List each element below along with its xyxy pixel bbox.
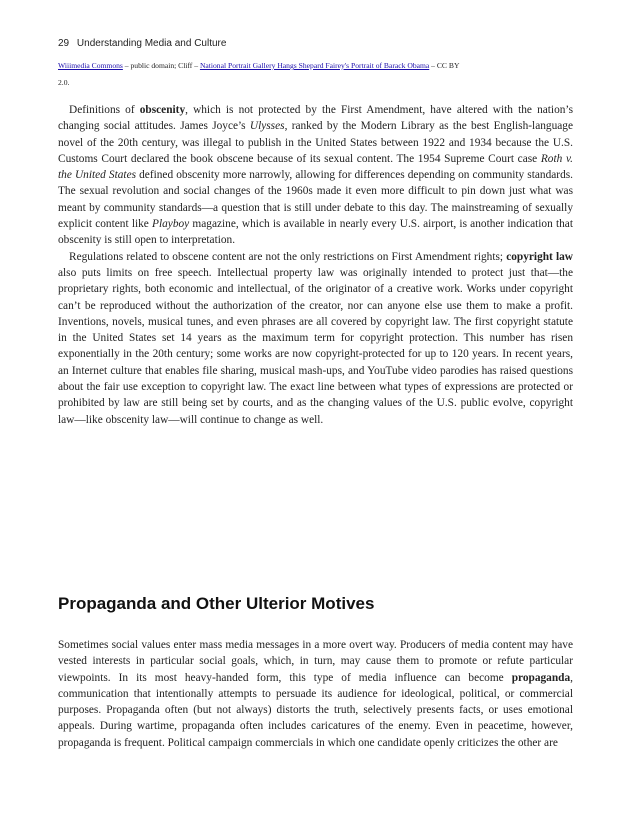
credit-text-1: – public domain; Cliff – [122, 61, 200, 70]
term-obscenity: obscenity [139, 104, 186, 116]
section-body-text [58, 637, 573, 751]
portrait-source-link[interactable]: National Portrait Gallery Hangs Shepard Fairey's Portrait of Barack Obama [199, 61, 430, 70]
paragraph-copyright: Regulations related to obscene content are not the only restrictions on First Amendment rights; copyright law also puts limits on free speech. Intellectual property law was originally intended to protect just that—the proprietary rights, both economic and intellectual, of the originator of a creative work. Works under copyright can’t be reproduced without the authorization of the creator, nor can anyone else use them to make a profit. Inventions, novels, musical tunes, and even phrases are all covered by copyright law. The first copyright statute in the United States set 14 years as the maximum term for copyright protection. This number has risen exponentially in the 20th century; some works are now copyright-protected for up to 120 years. In recent years, an Internet culture that enables file sharing, musical mash-ups, and YouTube video parodies has raised questions about the fair use exception to copyright law. The exact line between what types of expressions are protected or prohibited by law are still being set by courts, and as the changing values of the U.S. public evolve, copyright law—like obscenity law—will continue to change as well. [58, 250, 573, 426]
section-heading: Propaganda and Other Ulterior Motives [58, 594, 375, 613]
running-header [58, 38, 226, 49]
book-title: Understanding Media and Culture [76, 38, 227, 49]
paragraph-propaganda: Sometimes social values enter mass media messages in a more overt way. Producers of media content may have vested interests in particular social goals, which, in turn, may cause them to promote or refute particular viewpoints. In its most heavy-handed form, this type of media influence can become propaganda, communication that intentionally attempts to persuade its audience for ideological, political, or commercial purposes. Propaganda often (but not always) distorts the truth, selectively presents facts, or uses emotional appeals. During wartime, propaganda often includes caricatures of the enemy. Even in peacetime, however, propaganda is frequent. Political campaign commercials in which one candidate openly criticizes the other are [58, 639, 573, 749]
paragraph-obscenity: Definitions of obscenity, which is not protected by the First Amendment, have altered with the nation’s changing social attitudes. James Joyce’s Ulysses, ranked by the Modern Library as the best English-language novel of the 20th century, was illegal to publish in the United States between 1922 and 1934 because the U.S. Customs Court declared the book obscene because of its sexual content. The 1954 Supreme Court case Roth v. the United States defined obscenity more narrowly, allowing for differences depending on community standards. The sexual revolution and social changes of the 1960s made it even more difficult to pin down just what was meant by community standards—a question that is still under debate to this day. The mainstreaming of sexually explicit content like Playboy magazine, which is available in nearly every U.S. airport, is another indication that obscenity is still open to interpretation. [58, 104, 573, 247]
image-credit-continued: 2.0. [58, 78, 70, 87]
credit-license: – CC BY [429, 61, 460, 70]
term-propaganda: propaganda [511, 671, 571, 684]
wikimedia-commons-link[interactable]: Wiiimedia Commons [58, 61, 123, 70]
title-playboy: Playboy [152, 218, 190, 231]
term-copyright-law: copyright law [506, 250, 573, 263]
page-number: 29 [58, 38, 70, 49]
case-roth: Roth v. the United States [58, 152, 573, 182]
main-body-text [58, 102, 573, 428]
title-ulysses: Ulysses [249, 120, 285, 133]
image-credit [58, 60, 573, 72]
